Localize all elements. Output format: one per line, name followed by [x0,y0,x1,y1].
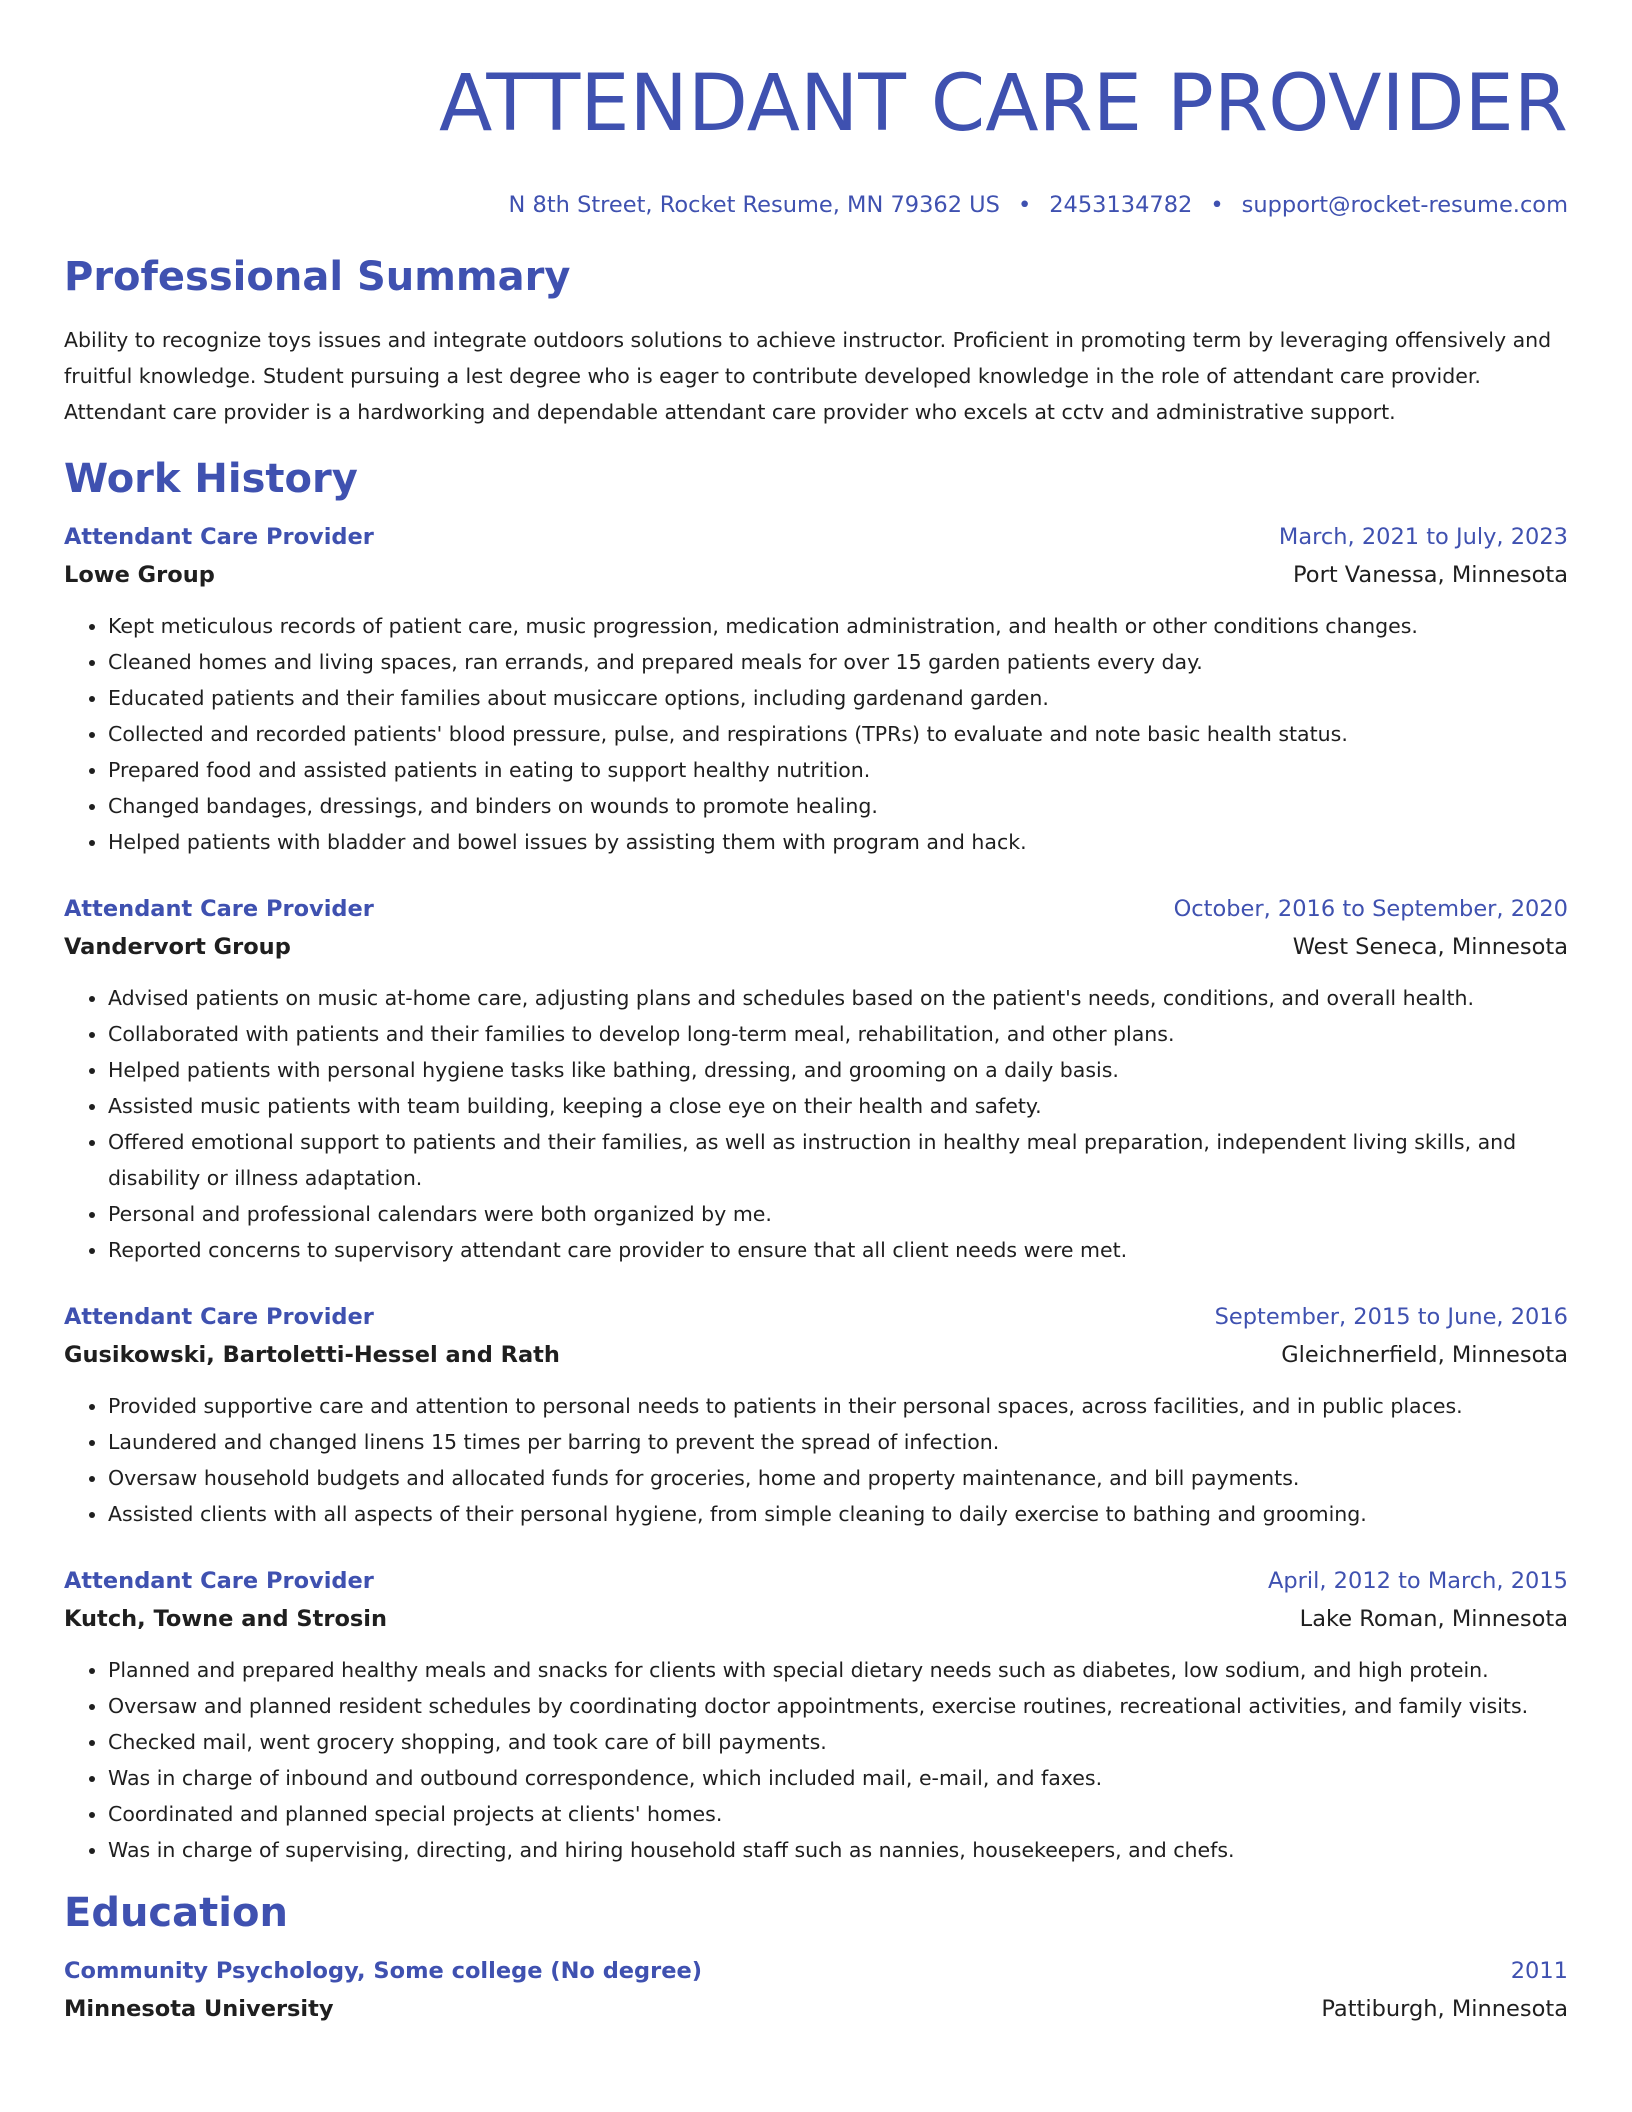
job-bullet: • Collaborated with patients and their families to develop long-term meal, rehabilitation, and other plans. [108,1016,1568,1052]
job-company: Kutch, Towne and Strosin [64,1606,388,1632]
education-heading: Education [64,1890,288,1936]
job-company: Gusikowski, Bartoletti-Hessel and Rath [64,1342,560,1368]
job-bullet: • Personal and professional calendars were both organized by me. [108,1196,1568,1232]
job-title: Attendant Care Provider [64,1568,374,1594]
summary-text: Ability to recognize toys issues and integrate outdoors solutions to achieve instructor. Proficient in promoting term by leveraging offensively and fruitful knowledge. Student pursuing a lest degree who is eager to contribute developed knowledge in the role of attendant care provider. Attendant care provider is a hardworking and dependable attendant care provider who excels at cctv and administrative support. [64,328,1552,424]
job-bullet: • Was in charge of inbound and outbound correspondence, which included mail, e-mail, and faxes. [108,1760,1568,1796]
contact-email[interactable]: support@rocket-resume.com [1241,192,1568,218]
work-history-heading: Work History [64,456,358,502]
summary-heading: Professional Summary [64,254,571,300]
job-company-row [64,1336,1568,1374]
job-bullet: • Advised patients on music at-home care, adjusting plans and schedules based on the patient's needs, conditions, and overall health. [108,980,1568,1016]
education-header-row [64,1952,1568,1990]
education-degree: Community Psychology, Some college (No degree) [64,1958,703,1984]
job-dates: April, 2012 to March, 2015 [1267,1568,1568,1594]
job-bullet: • Oversaw and planned resident schedules by coordinating doctor appointments, exercise routines, recreational activities, and family visits. [108,1688,1568,1724]
job-header-row [64,890,1568,928]
job-location: West Seneca, Minnesota [1292,934,1568,960]
job-company: Lowe Group [64,562,215,588]
job-bullet: • Cleaned homes and living spaces, ran errands, and prepared meals for over 15 garden patients every day. [108,644,1568,680]
job-bullet: • Educated patients and their families about musiccare options, including gardenand garden. [108,680,1568,716]
job-entry [64,518,1568,860]
job-bullet: • Changed bandages, dressings, and binders on wounds to promote healing. [108,788,1568,824]
job-bullet: • Coordinated and planned special projects at clients' homes. [108,1796,1568,1832]
contact-phone: 2453134782 [1049,192,1193,218]
education-location: Pattiburgh, Minnesota [1321,1996,1568,2022]
job-bullet: • Checked mail, went grocery shopping, and took care of bill payments. [108,1724,1568,1760]
resume-header [64,56,1568,220]
education-school: Minnesota University [64,1996,334,2022]
job-bullet: • Helped patients with personal hygiene tasks like bathing, dressing, and grooming on a daily basis. [108,1052,1568,1088]
job-location: Lake Roman, Minnesota [1299,1606,1568,1632]
job-dates: September, 2015 to June, 2016 [1214,1304,1568,1330]
job-bullet: • Collected and recorded patients' blood pressure, pulse, and respirations (TPRs) to evaluate and note basic health status. [108,716,1568,752]
candidate-title: ATTENDANT CARE PROVIDER [439,59,1568,149]
job-dates: March, 2021 to July, 2023 [1278,524,1568,550]
job-bullet: • Assisted clients with all aspects of their personal hygiene, from simple cleaning to daily exercise to bathing and grooming. [108,1496,1568,1532]
education-school-row [64,1990,1568,2028]
job-bullet: • Kept meticulous records of patient care, music progression, medication administration, and health or other conditions changes. [108,608,1568,644]
contact-address: N 8th Street, Rocket Resume, MN 79362 US [508,192,1000,218]
education-entry [64,1952,1568,2028]
education-year: 2011 [1510,1958,1568,1984]
job-location: Port Vanessa, Minnesota [1293,562,1568,588]
job-company-row [64,1600,1568,1638]
job-entry [64,1298,1568,1532]
job-entry [64,890,1568,1268]
job-bullet: • Provided supportive care and attention to personal needs to patients in their personal spaces, across facilities, and in public places. [108,1388,1568,1424]
job-bullets [64,608,1568,860]
job-header-row [64,1562,1568,1600]
job-entry [64,1562,1568,1868]
job-bullet: • Helped patients with bladder and bowel issues by assisting them with program and hack. [108,824,1568,860]
job-title: Attendant Care Provider [64,1304,374,1330]
contact-separator: • [1210,192,1224,218]
job-location: Gleichnerfield, Minnesota [1281,1342,1568,1368]
job-company: Vandervort Group [64,934,291,960]
job-bullet: • Laundered and changed linens 15 times per barring to prevent the spread of infection. [108,1424,1568,1460]
job-bullet: • Assisted music patients with team building, keeping a close eye on their health and safety. [108,1088,1568,1124]
job-bullet: • Was in charge of supervising, directing, and hiring household staff such as nannies, housekeepers, and chefs. [108,1832,1568,1868]
job-company-row [64,556,1568,594]
job-title: Attendant Care Provider [64,524,374,550]
job-bullets [64,1388,1568,1532]
job-bullet: • Reported concerns to supervisory attendant care provider to ensure that all client needs were met. [108,1232,1568,1268]
job-bullet: • Planned and prepared healthy meals and snacks for clients with special dietary needs such as diabetes, low sodium, and high protein. [108,1652,1568,1688]
contact-line [64,190,1568,220]
job-header-row [64,1298,1568,1336]
job-bullet: • Offered emotional support to patients and their families, as well as instruction in healthy meal preparation, independent living skills, and disability or illness adaptation. [108,1124,1568,1196]
job-company-row [64,928,1568,966]
job-bullets [64,1652,1568,1868]
job-bullet: • Oversaw household budgets and allocated funds for groceries, home and property maintenance, and bill payments. [108,1460,1568,1496]
job-bullet: • Prepared food and assisted patients in eating to support healthy nutrition. [108,752,1568,788]
job-bullets [64,980,1568,1268]
contact-separator: • [1017,192,1032,218]
job-dates: October, 2016 to September, 2020 [1173,896,1568,922]
job-header-row [64,518,1568,556]
job-title: Attendant Care Provider [64,896,374,922]
